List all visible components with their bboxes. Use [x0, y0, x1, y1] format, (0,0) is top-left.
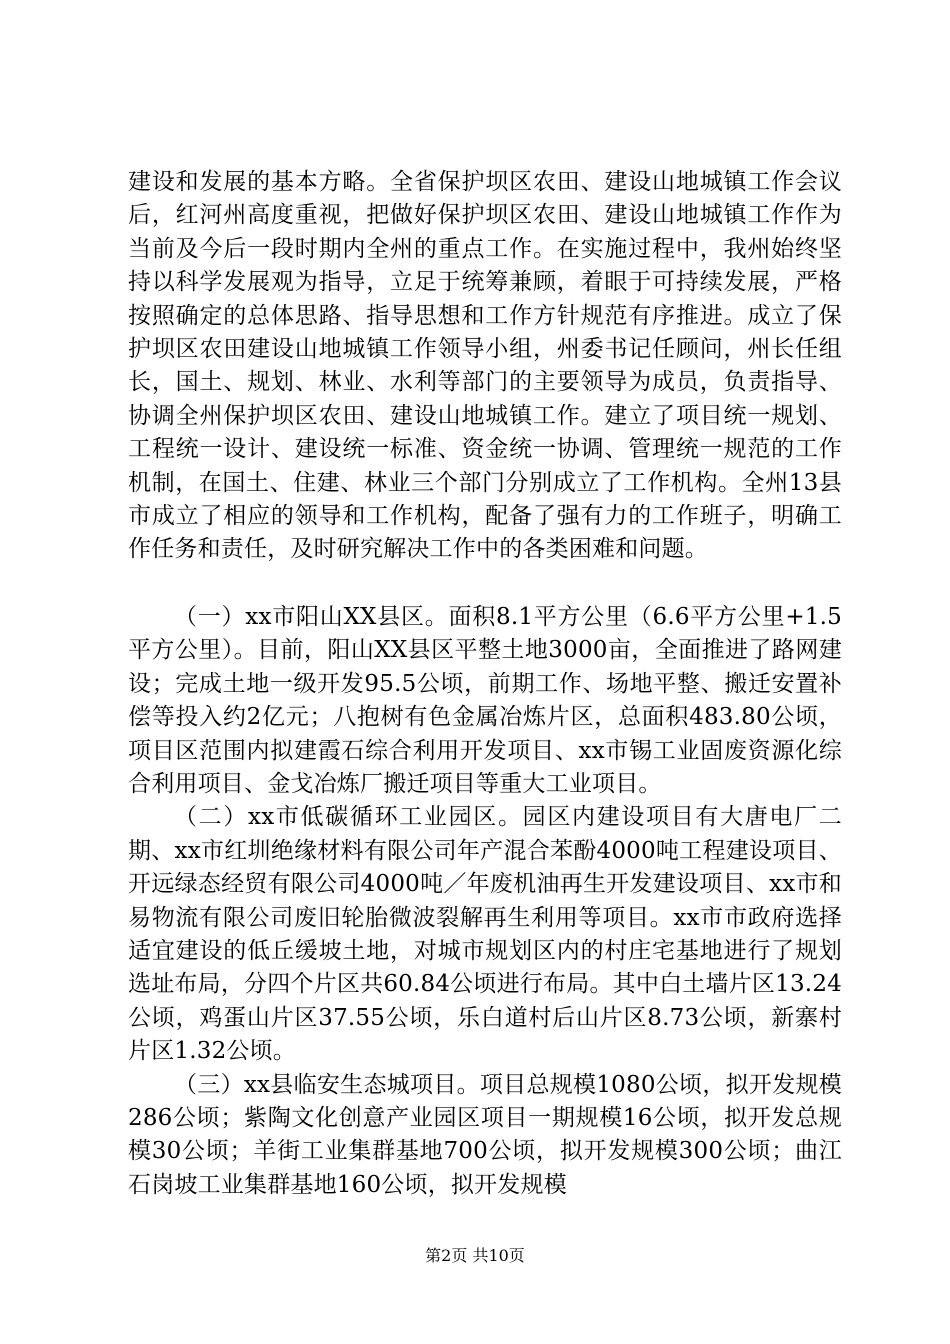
paragraph-intro: 建设和发展的基本方略。全省保护坝区农田、建设山地城镇工作会议后，红河州高度重视，把做好保护坝区农田、建设山地城镇工作作为当前及今后一段时期内全州的重点工作。在实施过程中，我州始终坚持以科学发展观为指导，立足于统筹兼顾，着眼于可持续发展，严格按照确定的总体思路、指导思想和工作方针规范有序推进。成立了保护坝区农田建设山地城镇工作领导小组，州委书记任顾问，州长任组长，国土、规划、林业、水利等部门的主要领导为成员，负责指导、协调全州保护坝区农田、建设山地城镇工作。建立了项目统一规划、工程统一设计、建设统一标准、资金统一协调、管理统一规范的工作机制，在国土、住建、林业三个部门分别成立了工作机构。全州13县市成立了相应的领导和工作机构，配备了强有力的工作班子，明确工作任务和责任，及时研究解决工作中的各类困难和问题。 — [128, 169, 842, 563]
page-footer: 第2页 共10页 — [425, 1246, 525, 1265]
paragraph-item-2: （二）xx市低碳循环工业园区。园区内建设项目有大唐电厂二期、xx市红圳绝缘材料有限公司年产混合苯酚4000吨工程建设项目、开远绿态经贸有限公司4000吨／年废机油再生开发建设项目、xx市和易物流有限公司废旧轮胎微波裂解再生利用等项目。xx市市政府选择适宜建设的低丘缓坡土地，对城市规划区内的村庄宅基地进行了规划选址布局，分四个片区共60.84公顷进行布局。其中白土墙片区13.24公顷，鸡蛋山片区37.55公顷，乐白道村后山片区8.73公顷，新寨村片区1.32公顷。 — [128, 804, 842, 1065]
document-body — [128, 166, 842, 1202]
paragraph-item-1: （一）xx市阳山XX县区。面积8.1平方公里（6.6平方公里+1.5平方公里）。目前，阳山XX县区平整土地3000亩，全面推进了路网建设；完成土地一级开发95.5公顷，前期工作、场地平整、搬迁安置补偿等投入约2亿元；八抱树有色金属冶炼片区，总面积483.80公顷，项目区范围内拟建霞石综合利用开发项目、xx市锡工业固废资源化综合利用项目、金戈冶炼厂搬迁项目等重大工业项目。 — [128, 603, 842, 797]
paragraph-item-3: （三）xx县临安生态城项目。项目总规模1080公顷，拟开发规模286公顷；紫陶文化创意产业园区项目一期规模16公顷，拟开发总规模30公顷；羊街工业集群基地700公顷，拟开发规模300公顷；曲江石岗坡工业集群基地160公顷，拟开发规模 — [128, 1071, 842, 1198]
